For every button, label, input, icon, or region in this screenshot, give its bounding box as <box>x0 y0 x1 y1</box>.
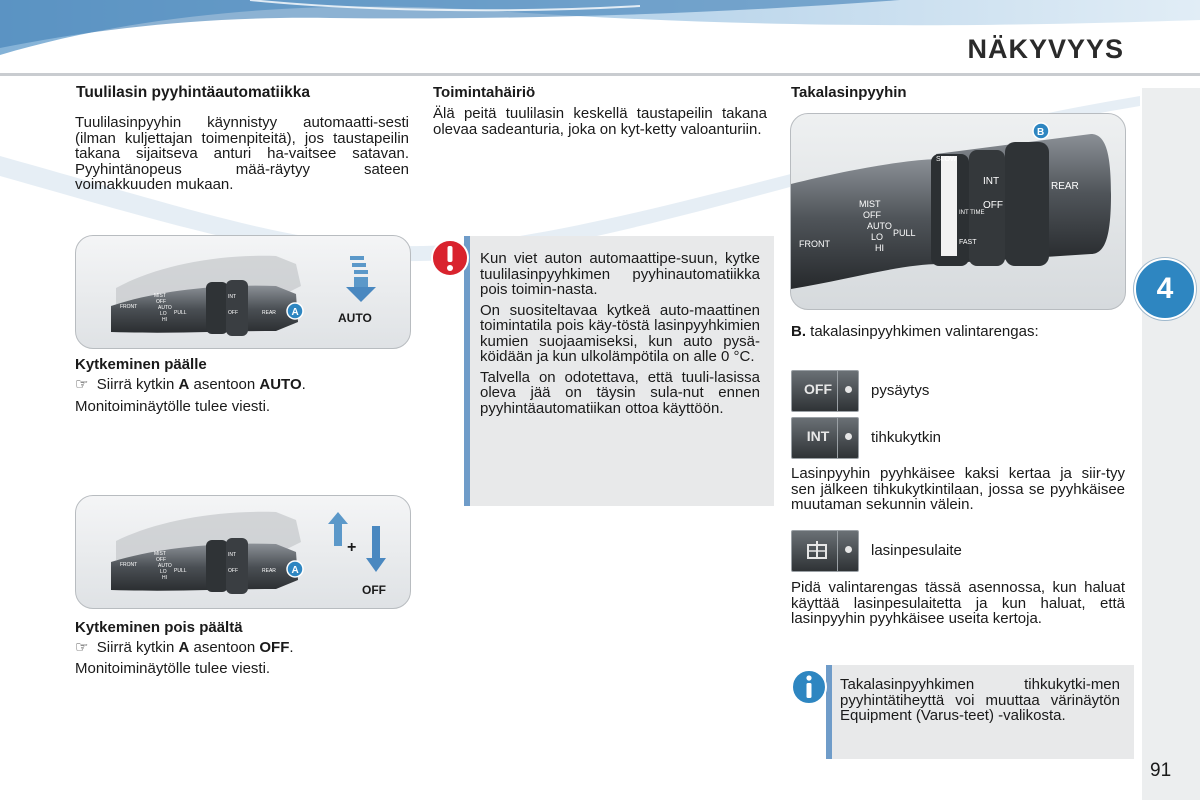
stalk-label-mist: MIST <box>859 199 881 209</box>
switch-off-step: ☞ Siirrä kytkin A asentoon OFF. <box>75 639 294 656</box>
section-title-rain-sensor: Tuulilasin pyyhintäautomatiikka <box>76 84 310 101</box>
position-off-label: pysäytys <box>871 382 930 399</box>
warning-paragraph: On suositeltavaa kytkeä auto-maattinen toimintatila pois käy-töstä lasinpyyhkimien kumien suojaamiseksi, kun auto pysä-köidään ja kun ulkolämpötila on alle 0 °C. <box>480 301 760 365</box>
switch-off-heading: Kytkeminen pois päältä <box>75 619 243 636</box>
intro-paragraph: Tuulilasinpyyhin käynnistyy automaatti-sesti (ilman kuljettajan toimenpiteitä), jos taustapeilin takana sijaitseva anturi ha-vaitsee satavan. Pyyhintänopeus mää-räytyy sateen voimakkuuden mukaan. <box>75 114 409 193</box>
position-int-icon <box>791 417 859 459</box>
wiper-stalk-off-illustration <box>76 496 410 608</box>
info-icon <box>790 668 828 706</box>
stalk-label-pull: PULL <box>893 228 916 238</box>
ring-b-label: B. takalasinpyyhkimen valintarengas: <box>791 323 1039 340</box>
stalk-label-off: OFF <box>156 299 166 305</box>
stalk-label-hi: HI <box>162 575 167 581</box>
stalk-label-int: INT <box>983 176 1000 187</box>
stalk-label-lo: LO <box>160 311 167 317</box>
chapter-number-badge: 4 <box>1134 258 1196 320</box>
stalk-label-rear: REAR <box>1051 181 1079 192</box>
marker-a-label: A <box>291 565 299 576</box>
marker-a-label: A <box>291 307 299 318</box>
warning-text <box>480 251 760 421</box>
stalk-label-hi: HI <box>875 243 884 253</box>
off-caption: OFF <box>362 583 386 597</box>
stalk-label-off: OFF <box>863 210 881 220</box>
washer-symbol-icon <box>804 539 830 563</box>
stalk-label-lo: LO <box>160 569 167 575</box>
stalk-label-auto: AUTO <box>158 305 172 311</box>
warning-paragraph: Kun viet auton automaattipe-suun, kytke tuulilasinpyyhkimen pyyhinautomatiikka pois toimin-nasta. <box>480 250 760 298</box>
stalk-label-front: FRONT <box>120 304 138 310</box>
malfunction-paragraph: Älä peitä tuulilasin keskellä taustapeilin takana olevaa sadeanturia, joka on kyt-ketty valoanturiin. <box>433 105 767 138</box>
wash-description: Pidä valintarengas tässä asennossa, kun haluat käyttää lasinpesulaitetta ja kun haluat, että lasinpyyhin pyyhkäisee useita kertoja. <box>791 579 1125 627</box>
stalk-label-pull: PULL <box>174 310 187 316</box>
pointing-hand-icon: ☞ <box>75 376 89 393</box>
stalk-label-front: FRONT <box>120 562 138 568</box>
stalk-label-int-time: INT TIME <box>959 210 985 216</box>
section-title-rear-wiper: Takalasinpyyhin <box>791 84 907 101</box>
stalk-label-hi: HI <box>162 317 167 323</box>
switch-on-heading: Kytkeminen päälle <box>75 356 207 373</box>
stalk-label-slow: SLOW <box>936 156 957 163</box>
plus-sign: + <box>347 539 357 556</box>
warning-paragraph: Talvella on odotettava, että tuuli-lasissa oleva jää on täysin sula-nut ennen pyyhintäautomatiikan ottoa käyttöön. <box>480 368 760 417</box>
stalk-label-auto: AUTO <box>158 563 172 569</box>
washer-icon <box>791 530 859 572</box>
switch-on-note: Monitoiminäytölle tulee viesti. <box>75 398 271 415</box>
arrow-up-down-icon <box>328 512 386 572</box>
stalk-label-off-rear: OFF <box>228 568 238 574</box>
rear-wiper-stalk-illustration <box>791 114 1125 309</box>
section-title-malfunction: Toimintahäiriö <box>433 84 536 101</box>
position-wash-label: lasinpesulaite <box>871 542 962 559</box>
stalk-label-rear: REAR <box>262 310 276 316</box>
stalk-label-rear: REAR <box>262 568 276 574</box>
stalk-label-int: INT <box>228 552 237 558</box>
wiper-stalk-auto-photo <box>75 235 411 349</box>
pointing-hand-icon: ☞ <box>75 639 89 656</box>
position-off-text: OFF <box>804 381 832 397</box>
stalk-label-off-rear: OFF <box>983 200 1003 211</box>
switch-on-step: ☞ Siirrä kytkin A asentoon AUTO. <box>75 376 306 393</box>
position-int-text: INT <box>806 428 830 444</box>
position-int-label: tihkukytkin <box>871 429 942 446</box>
stalk-label-pull: PULL <box>174 568 187 574</box>
stalk-label-mist: MIST <box>154 551 166 557</box>
stalk-label-auto: AUTO <box>867 221 892 231</box>
exclamation-icon <box>430 238 470 278</box>
auto-caption: AUTO <box>338 311 372 325</box>
marker-b-label: B <box>1037 127 1045 138</box>
stalk-label-off-rear: OFF <box>228 310 238 316</box>
int-description: Lasinpyyhin pyyhkäisee kaksi kertaa ja siir-tyy sen jälkeen tihkukytkintilaan, jossa se pyyhkäisee muutaman sekunnin välein. <box>791 465 1125 513</box>
chapter-side-tab <box>1142 88 1200 800</box>
stalk-label-off: OFF <box>156 557 166 563</box>
position-off-icon <box>791 370 859 412</box>
wiper-stalk-off-photo <box>75 495 411 609</box>
switch-off-note: Monitoiminäytölle tulee viesti. <box>75 660 271 677</box>
page-number: 91 <box>1150 760 1172 781</box>
wiper-stalk-auto-illustration <box>76 236 410 348</box>
stalk-label-int: INT <box>228 294 237 300</box>
stalk-label-fast: FAST <box>959 239 977 246</box>
rear-wiper-stalk-photo <box>790 113 1126 310</box>
stalk-label-mist: MIST <box>154 293 166 299</box>
info-text: Takalasinpyyhkimen tihkukytki-men pyyhintätiheyttä voi muuttaa värinäytön Equipment (Varus-teet) -valikosta. <box>840 676 1120 724</box>
stalk-label-lo: LO <box>871 232 884 242</box>
stalk-label-front: FRONT <box>799 239 830 249</box>
chapter-title: NÄKYVYYS <box>967 34 1124 64</box>
arrow-down-icon <box>346 256 376 302</box>
